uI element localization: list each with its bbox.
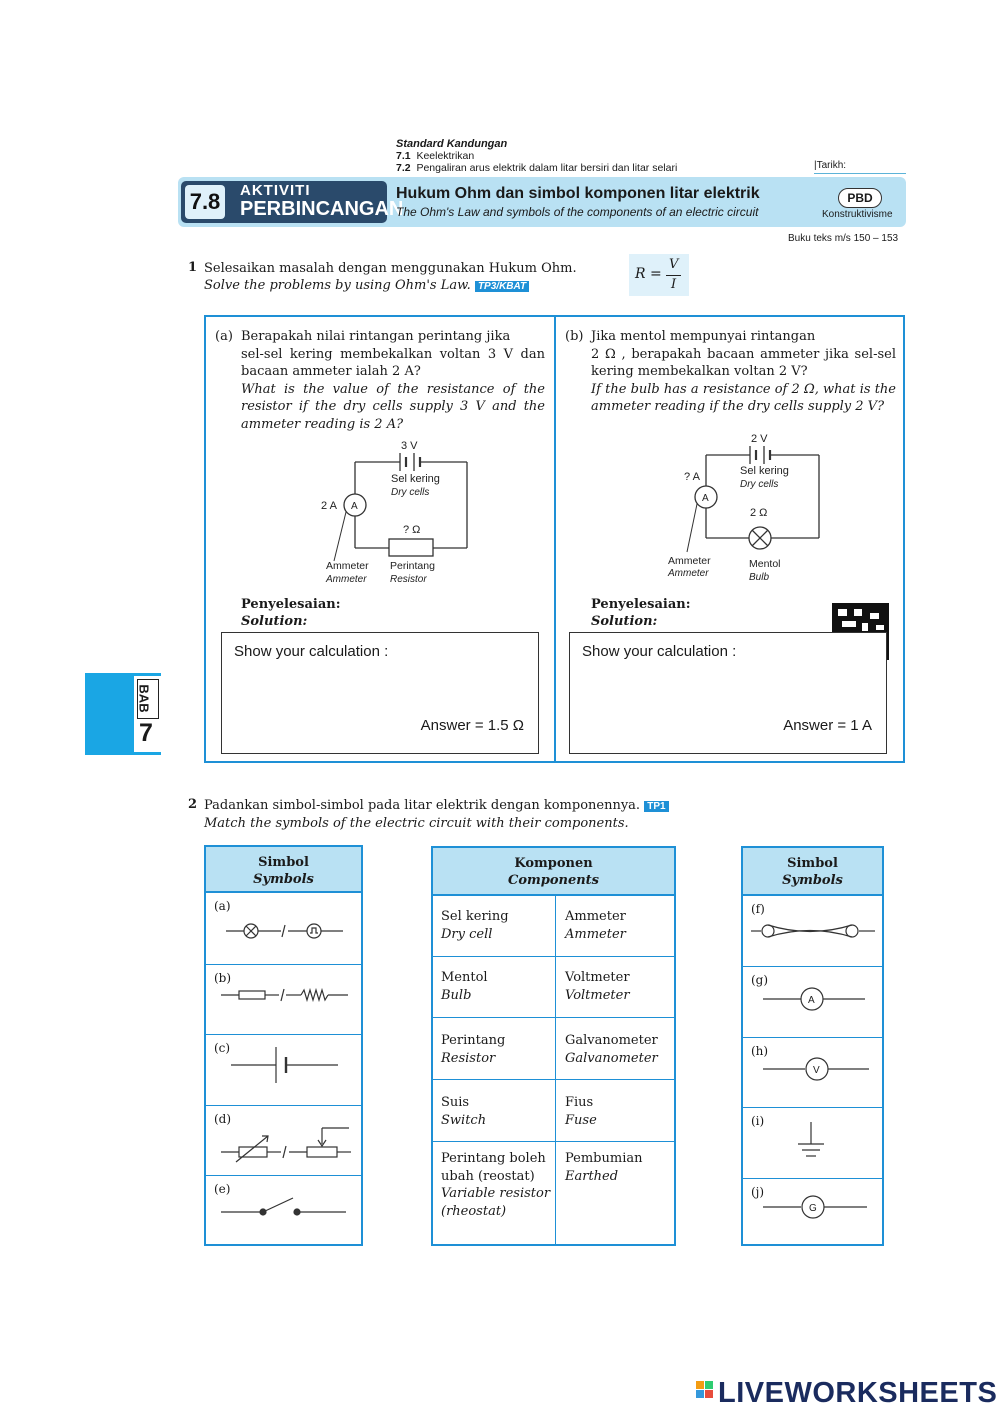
symbol-label: (e): [214, 1182, 231, 1196]
ammeter-letter: A: [351, 501, 358, 512]
component-galvanometer[interactable]: Galvanometer Galvanometer: [565, 1033, 658, 1066]
calculation-box-a[interactable]: [221, 632, 539, 754]
galvanometer-symbol-icon: [743, 1179, 882, 1245]
question-text-ms: Padankan simbol-simbol pada litar elektrik dengan komponennya. TP1: [204, 797, 669, 815]
symbol-row-d[interactable]: [206, 1105, 361, 1175]
activity-type-line2: PERBINCANGAN: [240, 198, 404, 220]
bulb-symbol-icon: [206, 893, 361, 964]
symbol-label: (a): [214, 899, 231, 913]
symbol-row-f[interactable]: [743, 896, 882, 966]
symbol-row-b[interactable]: [206, 964, 361, 1034]
resistance-label: 2 Ω: [750, 507, 768, 519]
resistance-label: ? Ω: [403, 524, 421, 536]
row-divider: [433, 1017, 674, 1018]
component-resistor[interactable]: Perintang Resistor: [441, 1033, 506, 1066]
ammeter-symbol-icon: [743, 967, 882, 1038]
calc-label: Show your calculation :: [582, 643, 737, 660]
symbol-label: (b): [214, 971, 232, 985]
bulb-label-en: Bulb: [749, 572, 770, 583]
symbol-label: (i): [751, 1114, 765, 1128]
part-a-question: Berapakah nilai rintangan perintang jika sel-sel kering membekalkan voltan 3 V dan bacaan ammeter ialah 2 A? What is the value of the resistance of the resistor if the dry cells supply 3 V and the ammeter reading is 2 A?: [241, 329, 545, 432]
left-symbols-table: [204, 845, 363, 1246]
row-divider: [433, 956, 674, 957]
answer-a: Answer = 1.5 Ω: [420, 717, 524, 734]
ammeter-letter: A: [808, 995, 815, 1006]
component-earthed[interactable]: Pembumian Earthed: [565, 1151, 643, 1184]
symbol-label: (f): [751, 902, 765, 916]
symbol-row-h[interactable]: [743, 1037, 882, 1107]
ohms-law-formula: [629, 254, 689, 296]
chapter-label-box: [137, 679, 159, 719]
solution-label-b: Penyelesaian: Solution:: [591, 597, 691, 629]
current-label: 2 A: [321, 500, 337, 512]
calc-label: Show your calculation :: [234, 643, 389, 660]
question-number: 2: [188, 797, 198, 812]
standard-item: 7.2 Pengaliran arus elektrik dalam litar bersiri dan litar selari: [396, 162, 678, 174]
component-ammeter[interactable]: Ammeter Ammeter: [565, 909, 626, 942]
solution-label-a: Penyelesaian: Solution:: [241, 597, 341, 629]
left-symbols-header: Simbol Symbols: [206, 847, 361, 893]
ammeter-label-ms: Ammeter: [326, 560, 369, 572]
page-subtitle: The Ohm's Law and symbols of the components of an electric circuit: [396, 205, 759, 219]
ammeter-letter: A: [702, 493, 709, 504]
right-symbols-header: Simbol Symbols: [743, 848, 882, 896]
earth-symbol-icon: [743, 1108, 882, 1179]
ammeter-label-ms: Ammeter: [668, 555, 711, 567]
component-switch[interactable]: Suis Switch: [441, 1095, 487, 1128]
right-symbols-table: [741, 846, 884, 1246]
pbd-badge: PBD: [838, 188, 882, 208]
question1-divider: [554, 317, 556, 761]
question-text-ms: Selesaikan masalah dengan menggunakan Hukum Ohm.: [204, 261, 577, 276]
part-a-label: (a): [215, 329, 233, 344]
symbol-label: (d): [214, 1112, 232, 1126]
voltage-label: 2 V: [751, 433, 768, 445]
tp-tag: TP1: [644, 801, 668, 812]
symbol-label: (c): [214, 1041, 231, 1055]
components-divider: [555, 896, 556, 1244]
date-field: |Tarikh:: [814, 160, 906, 174]
components-table: [431, 846, 676, 1246]
component-rheostat[interactable]: Perintang boleh ubah (reostat) Variable resistor (rheostat): [441, 1151, 551, 1219]
component-voltmeter[interactable]: Voltmeter Voltmeter: [565, 970, 630, 1003]
cell-label-ms: Sel kering: [740, 465, 789, 477]
component-fuse[interactable]: Fius Fuse: [565, 1095, 597, 1128]
standard-content: [396, 138, 677, 174]
tp-tag: TP3/KBAT: [475, 281, 529, 292]
cell-label-en: Dry cells: [740, 479, 779, 490]
symbol-row-e[interactable]: [206, 1175, 361, 1244]
activity-number: 7.8: [185, 185, 225, 219]
fuse-symbol-icon: [743, 896, 882, 966]
row-divider: [433, 1079, 674, 1080]
ammeter-label-en: Ammeter: [326, 574, 367, 585]
textbook-reference: Buku teks m/s 150 – 153: [788, 233, 899, 244]
switch-symbol-icon: [206, 1176, 361, 1245]
variable-resistor-symbol-icon: [206, 1106, 361, 1176]
voltage-label: 3 V: [401, 440, 418, 452]
chapter-number: 7: [139, 719, 153, 747]
standard-label: Standard Kandungan: [396, 138, 508, 150]
footer-brand[interactable]: LIVEWORKSHEETS: [718, 1377, 998, 1409]
dry-cell-symbol-icon: [206, 1035, 361, 1106]
formula-denominator: I: [671, 277, 677, 292]
fraction-bar: [666, 275, 681, 276]
symbol-row-g[interactable]: [743, 966, 882, 1037]
activity-type-line1: AKTIVITI: [240, 182, 311, 199]
calculation-box-b[interactable]: [569, 632, 887, 754]
page-title: Hukum Ohm dan simbol komponen litar elektrik: [396, 185, 760, 202]
symbol-label: (h): [751, 1044, 769, 1058]
cell-label-ms: Sel kering: [391, 473, 440, 485]
symbol-label: (g): [751, 973, 769, 987]
formula-lhs: R =: [635, 266, 662, 282]
symbol-row-j[interactable]: [743, 1178, 882, 1244]
galvanometer-letter: G: [809, 1203, 817, 1214]
component-bulb[interactable]: Mentol Bulb: [441, 970, 488, 1003]
symbol-row-i[interactable]: [743, 1107, 882, 1178]
formula-numerator: V: [669, 257, 679, 272]
symbol-label: (j): [751, 1185, 765, 1199]
pbd-subtitle: Konstruktivisme: [822, 209, 893, 220]
part-b-question: Jika mentol mempunyai rintangan 2 Ω , berapakah bacaan ammeter jika sel-sel kering membekalkan voltan 2 V? If the bulb has a resistance of 2 Ω, what is the ammeter reading if the dry cells supply 2 V?: [591, 329, 896, 414]
question-text-en: Solve the problems by using Ohm's Law. TP3/KBAT: [204, 277, 529, 295]
chapter-label: BAB: [136, 684, 152, 713]
voltmeter-letter: V: [813, 1065, 820, 1076]
answer-b: Answer = 1 A: [783, 717, 872, 734]
cell-label-en: Dry cells: [391, 487, 430, 498]
question-text-en: Match the symbols of the electric circuit with their components.: [204, 816, 629, 831]
standard-item: 7.1 Keelektrikan: [396, 150, 475, 162]
bulb-label-ms: Mentol: [749, 558, 781, 570]
resistor-symbol-icon: [206, 965, 361, 1035]
question-number: 1: [188, 260, 198, 275]
current-label: ? A: [684, 471, 700, 483]
row-divider: [433, 1141, 674, 1142]
voltmeter-symbol-icon: [743, 1038, 882, 1108]
component-dry-cell[interactable]: Sel kering Dry cell: [441, 909, 509, 942]
resistor-label-en: Resistor: [390, 574, 427, 585]
circuit-diagram-b: [660, 430, 860, 586]
circuit-diagram-a: [300, 438, 500, 590]
components-header: Komponen Components: [433, 848, 674, 896]
symbol-row-c[interactable]: [206, 1034, 361, 1105]
symbol-row-a[interactable]: [206, 893, 361, 964]
resistor-label-ms: Perintang: [390, 560, 435, 572]
part-b-label: (b): [565, 329, 584, 344]
ammeter-label-en: Ammeter: [668, 568, 709, 579]
